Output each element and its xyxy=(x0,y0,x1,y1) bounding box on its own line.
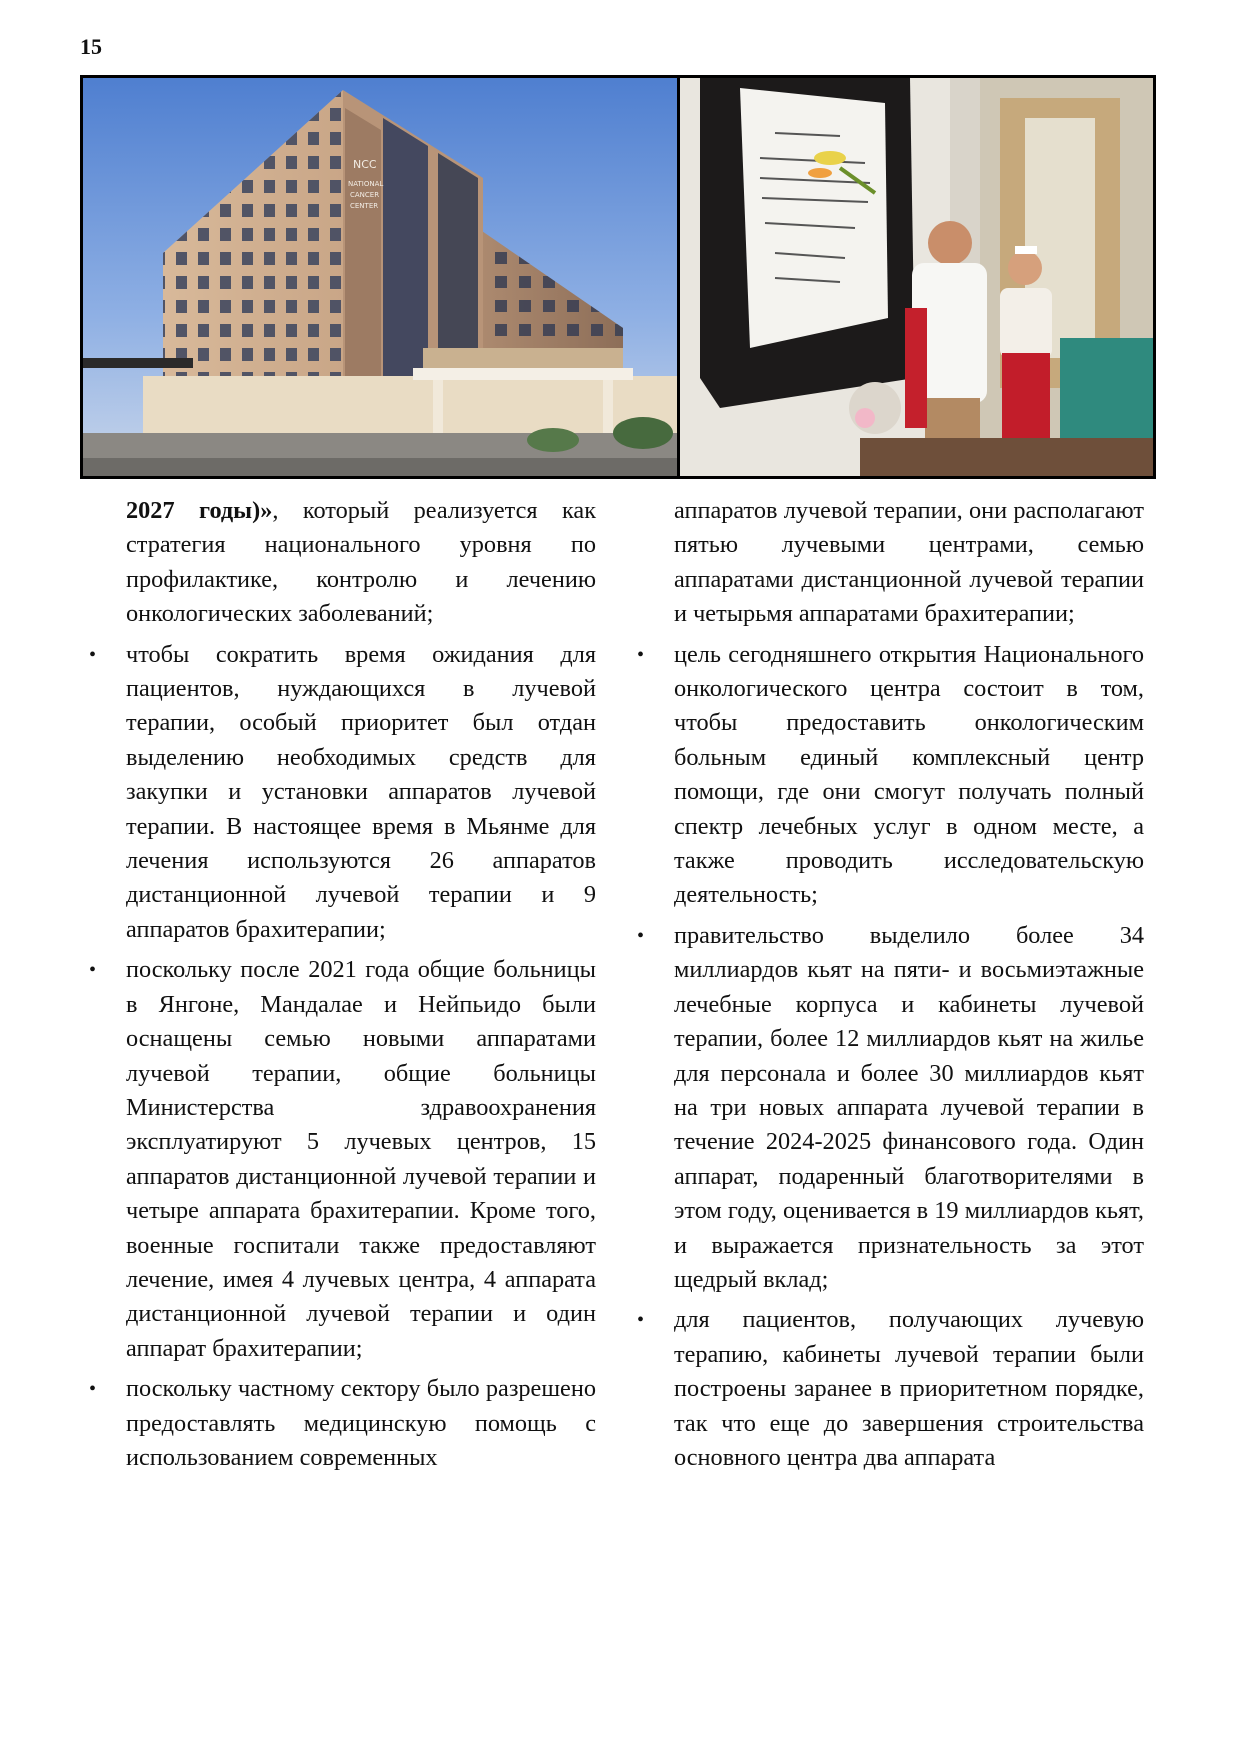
bullet-icon: • xyxy=(89,959,97,982)
bullet-list xyxy=(628,638,1144,1476)
list-item xyxy=(628,919,1144,1297)
continuation-paragraph: аппаратов лучевой терапии, они располагают пятью лучевыми центрами, семью аппаратами дистанционной лучевой терапии и четырьмя аппаратами брахитерапии; xyxy=(674,497,1144,628)
bullet-icon: • xyxy=(89,643,97,666)
paragraph-text: , который реализуется как стратегия национального уровня по профилактике, контролю и лечению онкологических заболеваний; xyxy=(126,497,596,628)
photo-strip xyxy=(80,75,1156,479)
bullet-icon: • xyxy=(89,1378,97,1401)
building-sign-line: NATIONAL xyxy=(348,180,384,188)
bullet-icon: • xyxy=(637,643,645,666)
right-text-column xyxy=(628,494,1144,1475)
building-illustration xyxy=(83,78,677,476)
list-item-text: цель сегодняшнего открытия Национального онкологического центра состоит в том, чтобы предоставить онкологическим больным единый комплексный центр помощи, где они смогут получать полный спектр лечебных услуг в одном месте, а также проводить исследовательскую деятельность; xyxy=(674,640,1144,909)
bullet-icon: • xyxy=(637,1309,645,1332)
building-sign-line: CENTER xyxy=(350,202,379,210)
list-item-text: правительство выделило более 34 миллиардов кьят на пяти- и восьмиэтажные лечебные корпуса и кабинеты лучевой терапии, более 12 миллиардов кьят на жилье для персонала и более 30 миллиардов кьят на три новых аппарата лучевой терапии в течение 2024-2025 финансового года. Один аппарат, подаренный благотворителями в этом году, оценивается в 19 миллиардов кьят, и выражается признательность за этот щедрый вклад; xyxy=(674,921,1144,1293)
bullet-list xyxy=(80,638,596,1476)
left-text-column xyxy=(80,494,596,1475)
bold-phrase: 2027 годы)» xyxy=(126,497,273,524)
page-number: 15 xyxy=(80,34,102,59)
list-item xyxy=(80,953,596,1366)
list-item-text: чтобы сократить время ожидания для пациентов, нуждающихся в лучевой терапии, особый приоритет был отдан выделению необходимых средств для закупки и установки аппаратов лучевой терапии. В настоящее время в Мьянме для лечения используются 26 аппаратов дистанционной лучевой терапии и 9 аппаратов брахитерапии; xyxy=(126,640,596,943)
list-item-text: поскольку частному сектору было разрешено предоставлять медицинскую помощь с использованием современных xyxy=(126,1375,596,1471)
building-sign-logo: NCC xyxy=(353,158,377,171)
list-item-text: для пациентов, получающих лучевую терапию, кабинеты лучевой терапии были построены заранее в приоритетном порядке, так что еще до завершения строительства основного центра два аппарата xyxy=(674,1306,1144,1471)
photo-plaque-unveiling-ceremony xyxy=(680,78,1153,476)
list-item xyxy=(628,638,1144,913)
continuation-paragraph xyxy=(80,494,596,632)
building-sign-line: CANCER xyxy=(350,191,380,199)
list-item xyxy=(628,1303,1144,1475)
list-item-text: поскольку после 2021 года общие больницы в Янгоне, Мандалае и Нейпьидо были оснащены семью новыми аппаратами лучевой терапии, общие больницы Министерства здравоохранения эксплуатируют 5 лучевых центров, 15 аппаратов дистанционной лучевой терапии и четыре аппарата брахитерапии. Кроме того, военные госпитали также предоставляют лечение, имея 4 лучевых центра, 4 аппарата дистанционной лучевой терапии и один аппарат брахитерапии; xyxy=(126,956,596,1362)
list-item xyxy=(80,1372,596,1475)
list-item xyxy=(80,638,596,948)
ceremony-illustration xyxy=(680,78,1153,476)
bullet-icon: • xyxy=(637,924,645,947)
photo-cancer-center-building xyxy=(83,78,677,476)
